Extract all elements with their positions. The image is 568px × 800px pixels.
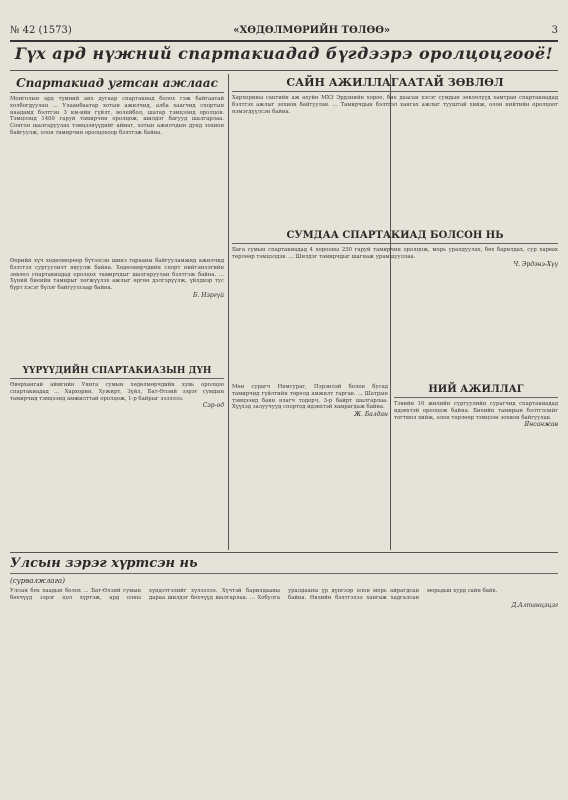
article-body: Өөрийн хүч хөдөлмөрөөр бүтээсэн шинэ гарааны байгууламжид ажилчид бэлтгэл сургуулилт явуулж байна. Хөдөлмөрчдийн спорт нийгэмлэгийн зөвлөл спартакиадад оролцох тамирчдыг шалгаруулан бэлтгэж байна. ... Хүний биеийн тамирыг хөгжүүлэх ажлыг өргөн дэлгэрүүлж, үйлдвэр тус бүрт хэсэг бүлэг байгуулсаар байна. (10, 258, 226, 292)
article-signature: Ж. Балдан (354, 411, 388, 419)
article-title: Улсын зэрэг хүртсэн нь (10, 556, 558, 574)
banner-headline: Гүх ард нүжний спартакиадад бүгдээрэ оролцоцгооё! (10, 44, 558, 71)
article-body: Бага сумын спартакиадад 4 хорооны 250 гаруй тамирчин оролцож, морь уралдуулах, бөх барилдах, сур харвах төрлөөр тэмцэлдэв. ... Шилдэг тамирчдыг шагнаж урамшууллаа. (232, 247, 560, 260)
article-body: Монголын ард түмний анх дугаар спартакиад болох гэж байгаатай холбогдуулан ... Улаанбаатар хотын ажилчид, алба хаагчид спортын наадамд бэлтгэн 3 км-ийн гүйлт, волейбол, шатар тэмцээнд оролцов. Тэмцээнд 1400 гаруй тамирчин оролцож, шилдэг багууд шалгарлаа. Сонгон шалгаруулах тэмцээнүүдийг аймаг, хотын ажилчдын дунд зохион байгуулж, олон тамирчин оролцохоор бэлтгэж байна. (10, 96, 226, 136)
article-title: ҮҮРҮҮДИЙН СПАРТАКИАЗЫН ДҮН (10, 366, 224, 379)
article-good-council (232, 76, 558, 226)
article-signature: Сэр-од (202, 402, 224, 410)
article-signature: Д.Алтанцэцэг (511, 601, 558, 609)
page-number: 3 (551, 24, 558, 36)
article-spartakiad-prep (10, 76, 224, 256)
article-subtitle: (сурвалжлага) (10, 577, 65, 585)
article-signature: Б. Нэргүй (193, 291, 224, 299)
article-title: НИЙ АЖИЛЛАГ (394, 384, 558, 398)
issue-number: № 42 (1573) (10, 24, 72, 36)
article-student-athletes (232, 384, 388, 548)
article-title: СУМДАА СПАРТАКИАД БОЛСОН НЬ (232, 230, 558, 244)
newspaper-title: «ХӨДӨЛМӨРИЙН ТӨЛӨӨ» (233, 24, 391, 36)
article-school-activity (394, 384, 558, 548)
article-body: Тэвийн 10 жилийн сургуулийн сурагчид спартакиадад идэвхтэй оролцож байна. Биеийн тамирын бэлтгэлийг тогтмол хийж, олон төрлөөр тэмцээн зохион байгуулав. (394, 401, 560, 421)
article-state-rank (10, 556, 558, 792)
article-results (10, 366, 224, 548)
article-continuation (10, 258, 224, 362)
article-title: Спартакиад угтсан ажлаас (10, 76, 224, 93)
section-rule (10, 552, 558, 553)
article-body: Мөн сурагч Нямсураг, Пэрэнлэй болон бусад тамирчид гүйлтийн төрөлд амжилт гаргав. ... Шатрын тэмцээнд баян ялагч тодорч, 3-р байрт шалгарлаа. Хүүхэд залуучууд спортод идэвхтэй хамрагдаж байна. (232, 384, 390, 411)
article-signature: Янсанжав (524, 421, 558, 429)
masthead (10, 20, 558, 42)
article-body: Өвөрхангай аймгийн Уянга сумын хөдөлмөрчдийн хувь оролцоо спартакиадад ... Хархорин, Хужирт, Зүйл, Бат-Өлзий зэрэг сумдын тамирчид тэмцээнд амжилттай оролцож, 1-р байрыг эзэллээ. (10, 382, 226, 402)
article-sum-spartakiad (232, 230, 558, 380)
article-body: Улсын бөх хаадын болох ... Бат-Өлзий сумын бөхчүүд зэрэг цол хүртэж, ард олны хүндэтгэлийг хүлээлээ. Хүчтэй барилдааны дараа шилдэг бөхчүүд шалгарлаа. ... Хобулга уралдааны үр дүнгээр олон морь айрагдсан байна. Өвлийн бэлтгэлээ хангаж хадгалсан морьдын хурд сайн байв. (10, 588, 498, 601)
column-rule (228, 74, 229, 550)
article-title: САЙН АЖИЛЛАГААТАЙ ЗӨВЛӨЛ (232, 76, 558, 92)
article-body: Хархорины сангийн аж ахуйн МХЗ Эрдэнийн хороо, бие даасан хэсэг сумдын зөвлөлүүд хамтран спартакиадад бэлтгэх ажлыг зохион байгуулав. ... Тамирчдын бэлтгэл хангах ажлыг тууштай хийж, олон нийтийн оролцоог нэмэгдүүлсэн байна. (232, 95, 560, 115)
article-signature: Ч. Эрдэнэ-Хүү (513, 260, 558, 268)
